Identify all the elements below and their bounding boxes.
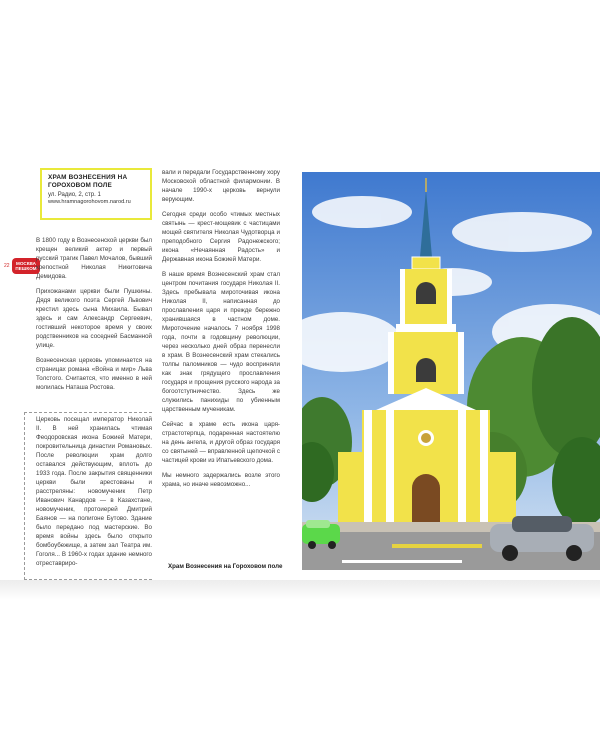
page-number: 22 xyxy=(4,263,10,269)
paragraph-shrines: Сегодня среди особо чтимых местных святынь — крест-мощевик с частицами мощей святителя Николая Чудотворца и преподобного Сергия Радонежского; икона «Нечаянная Радость» и Державная икона Божией Матери. xyxy=(162,211,280,263)
info-box xyxy=(40,168,152,220)
text-column-left-lower xyxy=(36,415,152,574)
paragraph-nicholas-icon: В наше время Вознесенский храм стал центром почитания государя Николая II. Здесь пребывала мироточивая икона Николая II, написанная до прославления царя и прежде бережно хранившаяся в частном доме. Мироточение началось 7 ноября 1998 года, почти в годовщину революции, через несколько дней образ перенесли в храм. В Вознесенский храм стекались толпы паломников — чудо восприняли как знак грядущего прославления государя и прощения русского народа за богоотступничество. Здесь же служились панихиды по убиенным царственным мученикам. xyxy=(162,271,280,413)
belfry-window xyxy=(416,282,436,304)
paragraph-choir: вали и передали Государственному хору Московской областной филармонии. В начале 1990-х церковь вернули верующим. xyxy=(162,169,280,203)
paragraph-mochalov: В 1800 году в Вознесенской церкви был крещен великий актер и первый русский трагик Павел Мочалов, бывший крепостной Николая Никитовича Демидова. xyxy=(36,237,152,280)
info-box-address: ул. Радио, 2, стр. 1 xyxy=(48,192,101,198)
moskva-peshkom-logo: МОСКВА ПЕШКОМ xyxy=(12,258,40,274)
paragraph-closing: Мы немного задержались возле этого храма, но иначе невозможно... xyxy=(162,472,280,488)
page-fold-shadow xyxy=(0,580,600,600)
paragraph-history: Церковь посещал император Николай II. В ней хранилась чтимая Феодоровская икона Божией Матери, покровительница династии Романовых. После революции храм долго оставался действующим, вплоть до 1933 года. После закрытия священники церкви были арестованы и расстреляны: новомученик Петр Иванович Канардов — в Казахстане, новомученик, протоиерей Дмитрий Баянов — на полигоне Бутово. Здание было передано под мастерские. Во время войны здесь было открыто бомбоубежище, а затем зал Театра им. Гоголя... В 1960-х годах здание немного отреставриро- xyxy=(36,416,152,567)
church-photo xyxy=(302,172,600,570)
paragraph-current-icon: Сейчас в храме есть икона царя-страстотерпца, подаренная настоятелю на день ангела, и другой образ государя со святыней — вправленной щепочкой с частицей крови из Ипатьевского дома. xyxy=(162,421,280,464)
church-illustration xyxy=(302,172,600,570)
church-door xyxy=(412,474,440,522)
paragraph-pushkins: Прихожанами церкви были Пушкины. Дядя великого поэта Сергей Львович крестил здесь сына Михаила. Бывал здесь и сам Александр Сергеевич, гостивший некоторое время у своих родственников на соседней Басманной улице. xyxy=(36,288,152,349)
info-box-url[interactable]: www.hramnagorohovom.narod.ru xyxy=(48,199,131,205)
tower-window xyxy=(416,358,436,382)
text-column-middle xyxy=(162,168,280,495)
photo-caption: Храм Вознесения на Гороховом поле xyxy=(168,563,283,570)
text-column-left xyxy=(36,236,152,398)
info-box-title: ХРАМ ВОЗНЕСЕНИЯ НА ГОРОХОВОМ ПОЛЕ xyxy=(48,174,128,189)
paragraph-war-and-peace: Вознесенская церковь упоминается на страницах романа «Война и мир» Льва Толстого. Считается, что именно в ней молилась Наташа Ростова. xyxy=(36,357,152,391)
